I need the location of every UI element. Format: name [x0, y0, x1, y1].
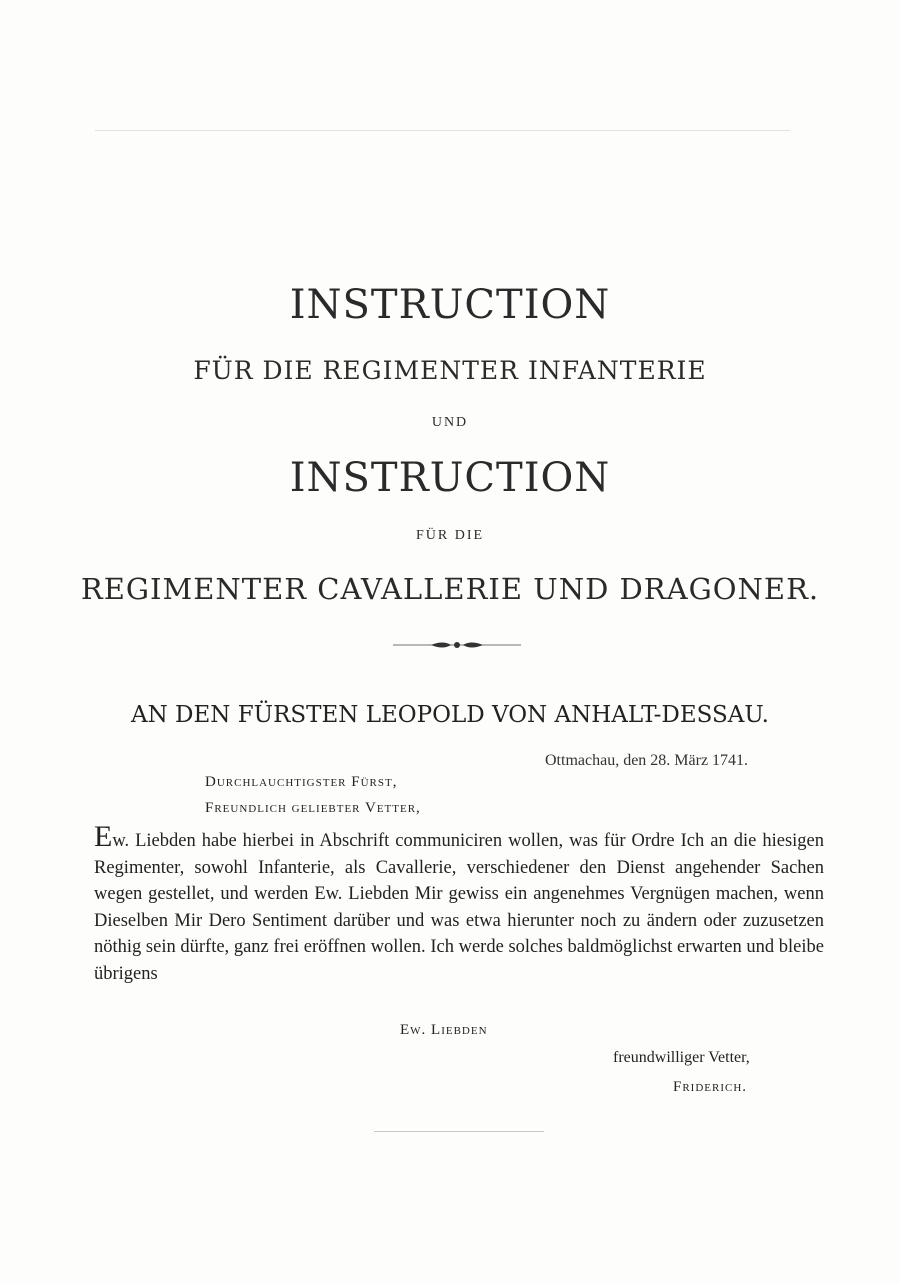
title-line-4: INSTRUCTION — [289, 455, 611, 501]
ornament-divider — [393, 638, 521, 652]
dateline: Ottmachau, den 28. März 1741. — [545, 752, 749, 769]
drop-cap: E — [94, 820, 113, 853]
title-line-5: FÜR DIE — [415, 528, 485, 543]
title-line-1: INSTRUCTION — [289, 282, 611, 328]
closing-line-2: freundwilliger Vetter, — [613, 1049, 750, 1066]
letter-body-text: w. Liebden habe hierbei in Abschrift communiciren wollen, was für Ordre Ich an die hiesigen Regimenter, sowohl Infanterie, als Cavallerie, verschiedener den Dienst angehender Sachen wegen gestellet, und werden Ew. Liebden Mir gewiss ein angenehmes Vergnügen machen, wenn Dieselben Mir Dero Sentiment darüber und was etwa hierunter noch zu ändern oder zuzusetzen nöthig sein dürfte, ganz frei eröffnen wollen. Ich werde solches baldmöglichst erwarten und bleibe übrigens — [94, 831, 824, 984]
top-rule — [95, 130, 790, 131]
salutation-line-1: Durchlauchtigster Fürst, — [205, 774, 398, 790]
title-line-6: REGIMENTER CAVALLERIE UND DRAGONER. — [80, 572, 820, 606]
closing-signature: Friderich. — [673, 1079, 748, 1095]
title-line-3: UND — [431, 415, 469, 430]
salutation-line-2: Freundlich geliebter Vetter, — [205, 800, 421, 816]
address-heading: AN DEN FÜRSTEN LEOPOLD VON ANHALT-DESSAU. — [131, 702, 769, 728]
title-line-2: FÜR DIE REGIMENTER INFANTERIE — [193, 356, 707, 385]
letter-body — [94, 820, 824, 987]
bottom-rule — [374, 1131, 544, 1132]
closing-line-1: Ew. Liebden — [400, 1022, 488, 1038]
